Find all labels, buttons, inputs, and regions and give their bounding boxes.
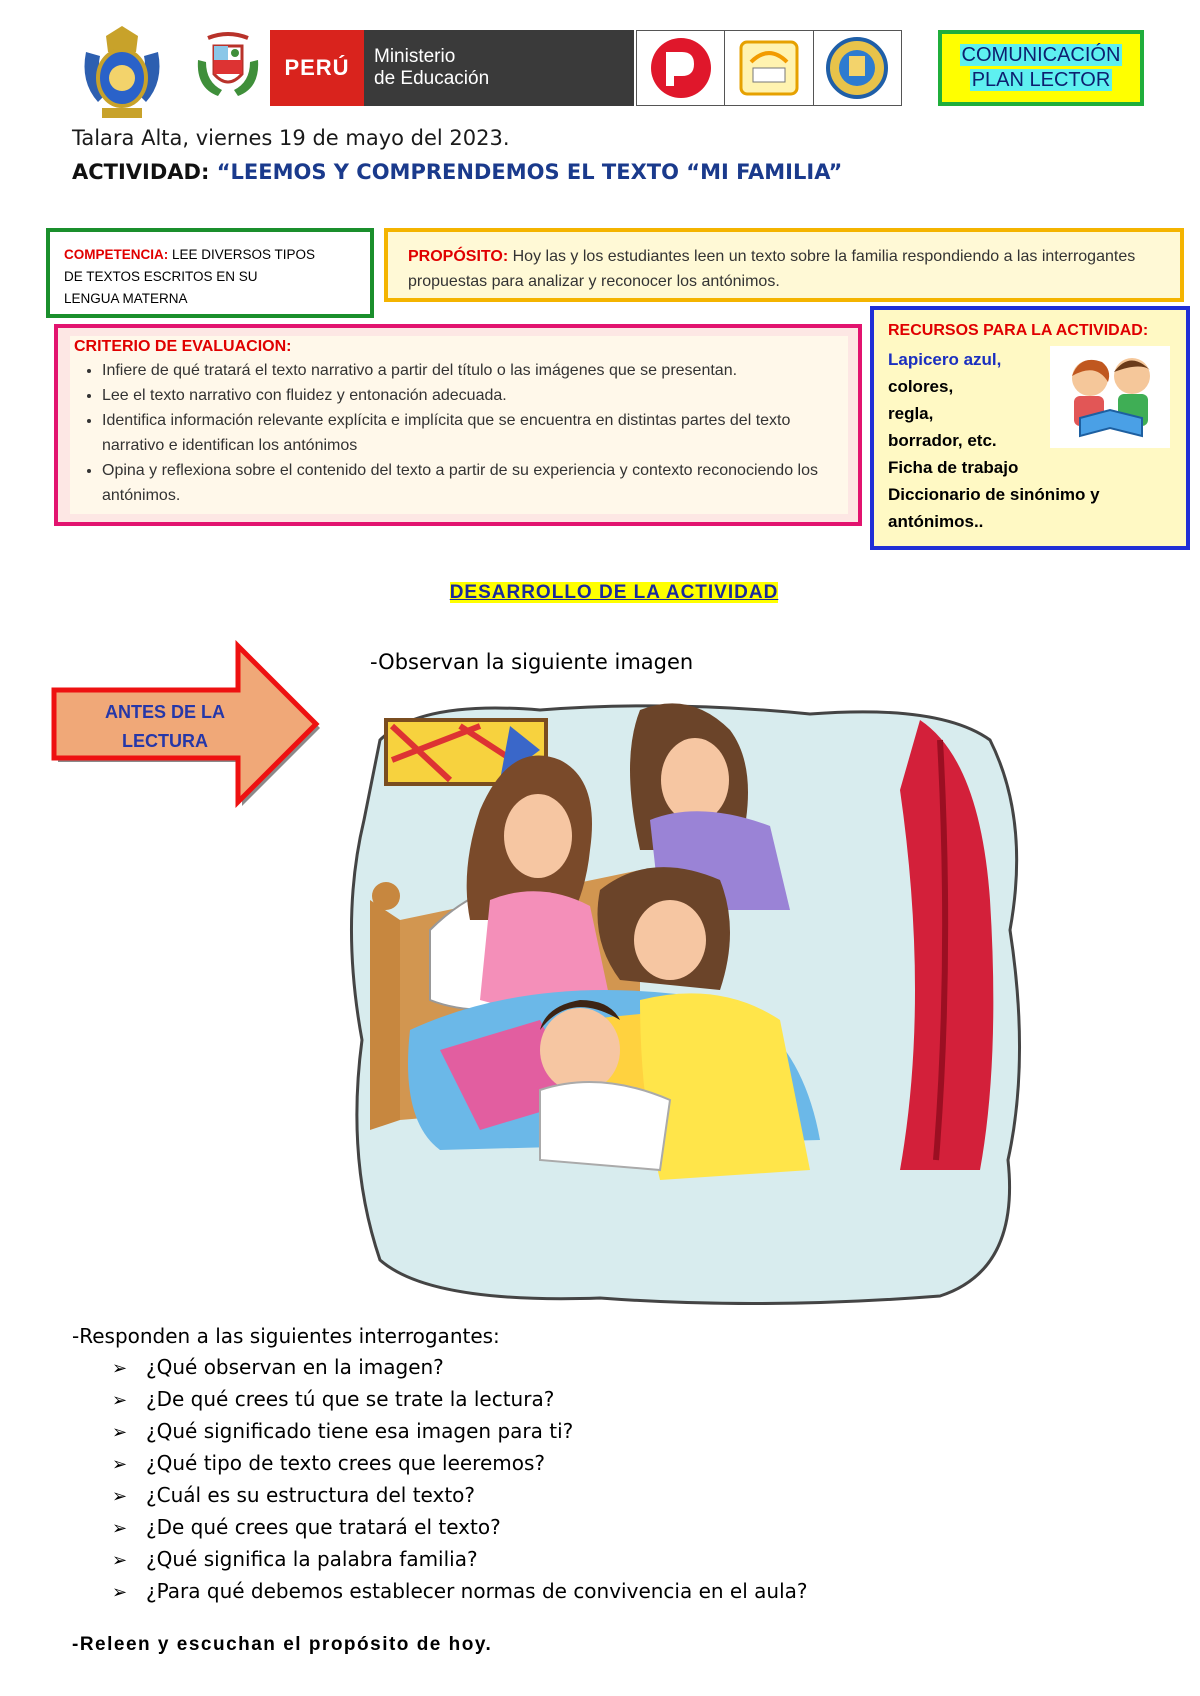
criterio-item: • Lee el texto narrativo con fluidez y entonación adecuada.: [102, 383, 844, 408]
recurso-item: antónimos..: [888, 512, 984, 531]
school-crest-logo: [78, 22, 166, 122]
recurso-item: regla,: [888, 404, 934, 423]
ministry-label: [364, 30, 634, 106]
proposito-label: PROPÓSITO:: [408, 248, 509, 265]
arrow-bullet-icon: ➢: [112, 1358, 128, 1379]
antes-line1: ANTES DE LA: [104, 702, 225, 722]
question-item: [112, 1384, 808, 1416]
question-item: [112, 1416, 808, 1448]
arrow-bullet-icon: ➢: [112, 1486, 128, 1507]
competencia-box: [46, 228, 374, 318]
recurso-item: colores,: [888, 377, 954, 396]
badge-line1: COMUNICACIÓN: [961, 44, 1121, 66]
activity-name: “LEEMOS Y COMPRENDEMOS EL TEXTO “MI FAMILIA”: [216, 160, 843, 184]
arrow-bullet-icon: ➢: [112, 1550, 128, 1571]
questions-section: [72, 1324, 808, 1608]
recurso-item: Ficha de trabajo: [888, 458, 1019, 477]
peru-coat-of-arms-icon: [192, 30, 264, 102]
arrow-bullet-icon: ➢: [112, 1518, 128, 1539]
antes-label: [70, 698, 260, 756]
proposito-box: [384, 228, 1184, 302]
antes-line2: LECTURA: [122, 731, 208, 751]
competencia-line2: DE TEXTOS ESCRITOS EN SU: [64, 269, 258, 284]
round-seal-icon: [825, 36, 889, 100]
competencia-line3: LENGUA MATERNA: [64, 291, 188, 306]
question-text: ¿De qué crees tú que se trate la lectura?: [146, 1387, 555, 1411]
observe-instruction: -Observan la siguiente imagen: [370, 650, 694, 674]
family-illustration: [340, 700, 1030, 1305]
peru-label: PERÚ: [270, 30, 364, 106]
question-text: ¿Qué observan en la imagen?: [146, 1355, 444, 1379]
criterio-item: • Identifica información relevante explícita e implícita que se encuentra en distintas partes del texto narrativo e identifican los antónimos: [102, 408, 844, 458]
desarrollo-title: [0, 582, 1200, 604]
question-item: [112, 1352, 808, 1384]
questions-list: [72, 1352, 808, 1608]
question-text: ¿De qué crees que tratará el texto?: [146, 1515, 501, 1539]
criterio-box: [54, 324, 862, 526]
question-text: ¿Para qué debemos establecer normas de convivencia en el aula?: [146, 1579, 808, 1603]
recurso-item: borrador, etc.: [888, 431, 997, 450]
date-line: Talara Alta, viernes 19 de mayo del 2023.: [72, 126, 510, 150]
ugel-logo: [725, 31, 813, 105]
recursos-label: RECURSOS PARA LA ACTIVIDAD:: [888, 322, 1149, 339]
question-text: ¿Cuál es su estructura del texto?: [146, 1483, 476, 1507]
criterio-item: • Opina y reflexiona sobre el contenido del texto a partir de su experiencia y contexto reconociendo los antónimos.: [102, 458, 844, 508]
question-item: [112, 1544, 808, 1576]
reread-instruction: -Releen y escuchan el propósito de hoy.: [72, 1634, 493, 1655]
school-round-logo: [814, 31, 901, 105]
activity-label: ACTIVIDAD:: [72, 160, 210, 184]
badge-line2: PLAN LECTOR: [971, 69, 1111, 91]
minedu-logo: [270, 30, 634, 106]
criterio-label: CRITERIO DE EVALUACION:: [74, 338, 292, 355]
subject-badge: [938, 30, 1144, 106]
criterio-item: • Infiere de qué tratará el texto narrativo a partir del título o las imágenes que se presentan.: [102, 358, 844, 383]
competencia-label: COMPETENCIA:: [64, 247, 169, 262]
ministry-line2: de Educación: [374, 68, 490, 89]
arrow-bullet-icon: ➢: [112, 1582, 128, 1603]
ministry-line1: Ministerio: [374, 46, 456, 67]
question-item: [112, 1512, 808, 1544]
arrow-bullet-icon: ➢: [112, 1454, 128, 1475]
question-item: [112, 1448, 808, 1480]
children-reading-illustration: [1050, 346, 1170, 448]
competencia-line1: LEE DIVERSOS TIPOS: [172, 247, 316, 262]
p-circle-icon: [646, 36, 716, 100]
arrow-bullet-icon: ➢: [112, 1422, 128, 1443]
question-text: ¿Qué tipo de texto crees que leeremos?: [146, 1451, 546, 1475]
question-item: [112, 1480, 808, 1512]
criterio-list: [74, 358, 844, 508]
proposito-text: Hoy las y los estudiantes leen un texto sobre la familia respondiendo a las interrogantes propuestas para analizar y reconocer los antónimos.: [408, 248, 1136, 290]
questions-header: -Responden a las siguientes interrogantes:: [72, 1324, 500, 1348]
arrow-bullet-icon: ➢: [112, 1390, 128, 1411]
question-item: [112, 1576, 808, 1608]
question-text: ¿Qué significado tiene esa imagen para ti?: [146, 1419, 574, 1443]
desarrollo-text: DESARROLLO DE LA ACTIVIDAD: [449, 582, 779, 603]
sun-emblem-icon: [737, 38, 801, 98]
recurso-item: Diccionario de sinónimo y: [888, 485, 1100, 504]
activity-title: [72, 160, 842, 184]
recurso-item: Lapicero azul,: [888, 350, 1002, 369]
question-text: ¿Qué significa la palabra familia?: [146, 1547, 478, 1571]
regional-logo: [637, 31, 725, 105]
institution-logo-strip: [636, 30, 902, 106]
